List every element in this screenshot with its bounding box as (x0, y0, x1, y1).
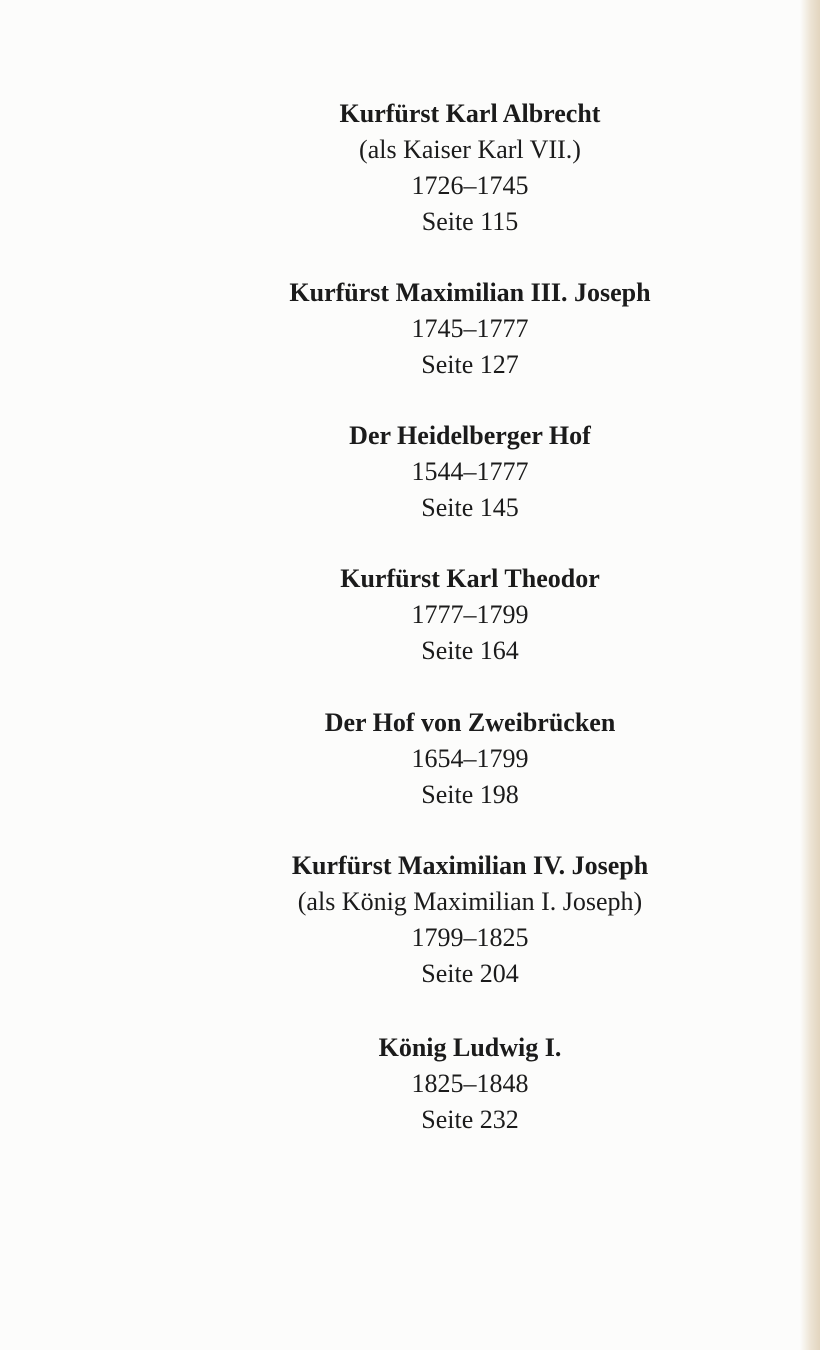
entry-page: Seite 145 (421, 493, 519, 522)
entry-years: 1825–1848 (411, 1069, 529, 1098)
entry-years: 1799–1825 (411, 923, 529, 952)
entry-subtitle: (als König Maximilian I. Joseph) (297, 887, 643, 916)
entry-page: Seite 164 (421, 636, 519, 665)
entry-years: 1726–1745 (411, 171, 529, 200)
entry-title: König Ludwig I. (378, 1033, 562, 1062)
entry-years: 1654–1799 (411, 744, 529, 773)
entry-title: Kurfürst Maximilian III. Joseph (289, 278, 651, 307)
entry-page: Seite 127 (421, 350, 519, 379)
entry-page: Seite 198 (421, 780, 519, 809)
toc-entry (150, 1030, 790, 1138)
toc-entry (150, 561, 790, 669)
entry-subtitle: (als Kaiser Karl VII.) (359, 135, 581, 164)
toc-entry (150, 275, 790, 383)
entry-page: Seite 204 (421, 959, 519, 988)
toc-entry (150, 96, 790, 240)
toc-entry (150, 705, 790, 813)
toc-entry (150, 418, 790, 526)
entry-title: Kurfürst Karl Albrecht (339, 99, 601, 128)
entry-title: Der Heidelberger Hof (349, 421, 591, 450)
entry-title: Kurfürst Maximilian IV. Joseph (291, 851, 649, 880)
toc-entry (150, 848, 790, 992)
entry-page: Seite 115 (421, 207, 519, 236)
entry-years: 1745–1777 (411, 314, 529, 343)
entry-years: 1777–1799 (411, 600, 529, 629)
entry-title: Der Hof von Zweibrücken (324, 708, 616, 737)
entry-title: Kurfürst Karl Theodor (340, 564, 600, 593)
entry-page: Seite 232 (421, 1105, 519, 1134)
entry-years: 1544–1777 (411, 457, 529, 486)
